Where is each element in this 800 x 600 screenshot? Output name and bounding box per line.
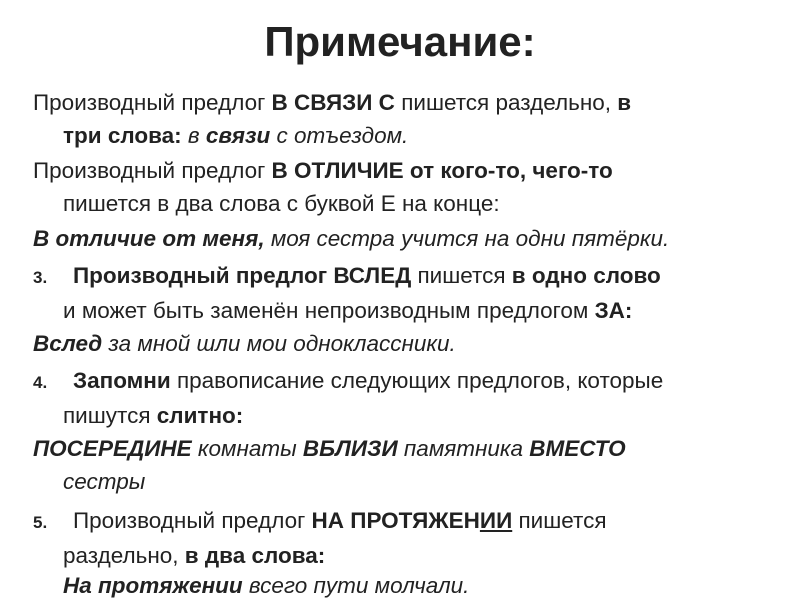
text: пишется раздельно, — [394, 90, 618, 115]
text: Производный предлог — [73, 508, 312, 533]
text: раздельно, — [63, 543, 185, 568]
example-text: моя сестра учится на одни пятёрки. — [264, 226, 670, 251]
list-number: 3. — [33, 268, 48, 287]
note-paragraph-2 — [33, 154, 783, 220]
bold-text: три слова: — [63, 123, 182, 148]
list-number: 4. — [33, 373, 48, 392]
note-paragraph-1 — [33, 86, 783, 152]
note-paragraph-5 — [33, 504, 783, 600]
example-text: за мной шли мои одноклассники. — [102, 331, 456, 356]
note-paragraph-3 — [33, 259, 783, 327]
list-number: 5. — [33, 513, 48, 532]
example-text: комнаты — [191, 436, 303, 461]
example-line-1 — [33, 222, 783, 255]
example-text: в — [181, 123, 206, 148]
bold-text: в — [617, 90, 632, 115]
example-text: с отъездом. — [270, 123, 409, 148]
bold-text: Запомни — [73, 368, 171, 393]
example-bold: На протяжении — [63, 573, 243, 598]
example-bold: ВМЕСТО — [529, 436, 626, 461]
bold-text: в одно слово — [511, 263, 661, 288]
example-text: памятника — [397, 436, 530, 461]
text: пишется — [512, 508, 607, 533]
text: пишется — [411, 263, 512, 288]
preposition-v-otlichie: В ОТЛИЧИЕ от кого-то, чего-то — [271, 158, 613, 183]
example-line-2 — [33, 327, 783, 360]
text: Производный предлог — [33, 158, 272, 183]
text: Производный предлог — [33, 90, 272, 115]
example-bold: Вслед — [33, 331, 103, 356]
text: пишутся — [63, 403, 157, 428]
page-title: Примечание: — [264, 18, 536, 65]
preposition-v-svyazi-s: В СВЯЗИ С — [271, 90, 395, 115]
text: пишется в два слова с буквой Е на конце: — [63, 191, 500, 216]
preposition-vsled: Производный предлог ВСЛЕД — [73, 263, 412, 288]
example-text: сестры — [63, 469, 146, 494]
text: правописание следующих предлогов, которые — [170, 368, 664, 393]
bold-text: слитно: — [156, 403, 244, 428]
example-text: всего пути молчали. — [242, 573, 470, 598]
bold-text: ЗА: — [594, 298, 633, 323]
text: и может быть заменён непроизводным предлогом — [63, 298, 595, 323]
example-bold: ВБЛИЗИ — [302, 436, 398, 461]
example-bold: связи — [205, 123, 271, 148]
example-bold: ПОСЕРЕДИНЕ — [33, 436, 192, 461]
example-bold: В отличие от меня, — [33, 226, 265, 251]
bold-text: в два слова: — [184, 543, 326, 568]
note-paragraph-4 — [33, 364, 783, 432]
preposition-na-protyazhenii: НА ПРОТЯЖЕНИИ — [311, 508, 513, 533]
example-line-3 — [33, 432, 783, 498]
